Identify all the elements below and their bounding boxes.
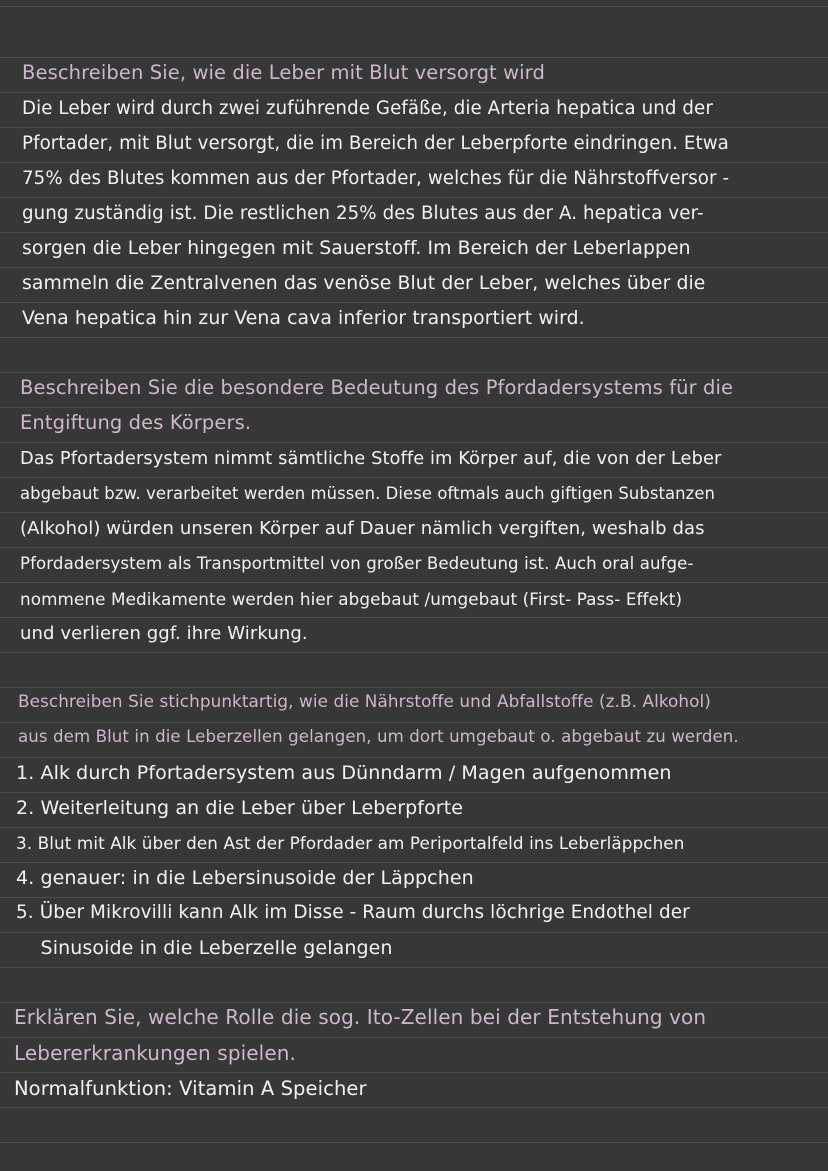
list-item-1: 1. Alk durch Pfortadersystem aus Dünndarm / Magen aufgenommen	[16, 762, 672, 784]
question-1-line-1: Beschreiben Sie, wie die Leber mit Blut versorgt wird	[22, 61, 545, 84]
answer-1-line-7: Vena hepatica hin zur Vena cava inferior transportiert wird.	[22, 308, 585, 329]
question-4-line-1: Erklären Sie, welche Rolle die sog. Ito-Zellen bei der Entstehung von	[14, 1005, 707, 1029]
list-item-4: 4. genauer: in die Lebersinusoide der Läppchen	[16, 867, 474, 889]
answer-2-line-3: (Alkohol) würden unseren Körper auf Dauer nämlich vergiften, weshalb das	[20, 518, 705, 539]
answer-2-line-1: Das Pfortadersystem nimmt sämtliche Stoffe im Körper auf, die von der Leber	[20, 448, 722, 469]
question-3-line-1: Beschreiben Sie stichpunktartig, wie die Nährstoffe und Abfallstoffe (z.B. Alkohol)	[18, 691, 711, 711]
question-2-line-1: Beschreiben Sie die besondere Bedeutung des Pfordadersystems für die	[20, 376, 734, 399]
answer-1-line-4: gung zuständig ist. Die restlichen 25% des Blutes aus der A. hepatica ver-	[22, 203, 704, 224]
list-item-5-line-2: Sinusoide in die Leberzelle gelangen	[16, 937, 393, 959]
answer-2-line-4: Pfordadersystem als Transportmittel von großer Bedeutung ist. Auch oral aufge-	[20, 554, 694, 573]
answer-2-line-2: abgebaut bzw. verarbeitet werden müssen. Diese oftmals auch giftigen Substanzen	[20, 484, 716, 503]
answer-1-line-6: sammeln die Zentralvenen das venöse Blut der Leber, welches über die	[22, 273, 706, 294]
question-4-line-2: Lebererkrankungen spielen.	[14, 1041, 296, 1065]
answer-2-line-6: und verlieren ggf. ihre Wirkung.	[20, 623, 308, 644]
answer-4-line-1: Normalfunktion: Vitamin A Speicher	[14, 1077, 367, 1100]
answer-2-line-5: nommene Medikamente werden hier abgebaut /umgebaut (First- Pass- Effekt)	[20, 589, 683, 609]
list-item-2: 2. Weiterleitung an die Leber über Leberpforte	[16, 797, 464, 819]
answer-1-line-5: sorgen die Leber hingegen mit Sauerstoff. Im Bereich der Leberlappen	[22, 238, 691, 259]
list-item-5-line-1: 5. Über Mikrovilli kann Alk im Disse - Raum durchs löchrige Endothel der	[16, 902, 690, 923]
answer-1-line-3: 75% des Blutes kommen aus der Pfortader, welches für die Nährstoffversor -	[22, 168, 730, 189]
question-3-line-2: aus dem Blut in die Leberzellen gelangen, um dort umgebaut o. abgebaut zu werden.	[18, 727, 739, 746]
question-2-line-2: Entgiftung des Körpers.	[20, 411, 252, 434]
answer-1-line-1: Die Leber wird durch zwei zuführende Gefäße, die Arteria hepatica und der	[22, 98, 713, 119]
list-item-3: 3. Blut mit Alk über den Ast der Pfordader am Periportalfeld ins Leberläppchen	[16, 833, 685, 853]
answer-1-line-2: Pfortader, mit Blut versorgt, die im Bereich der Leberpforte eindringen. Etwa	[22, 133, 729, 154]
